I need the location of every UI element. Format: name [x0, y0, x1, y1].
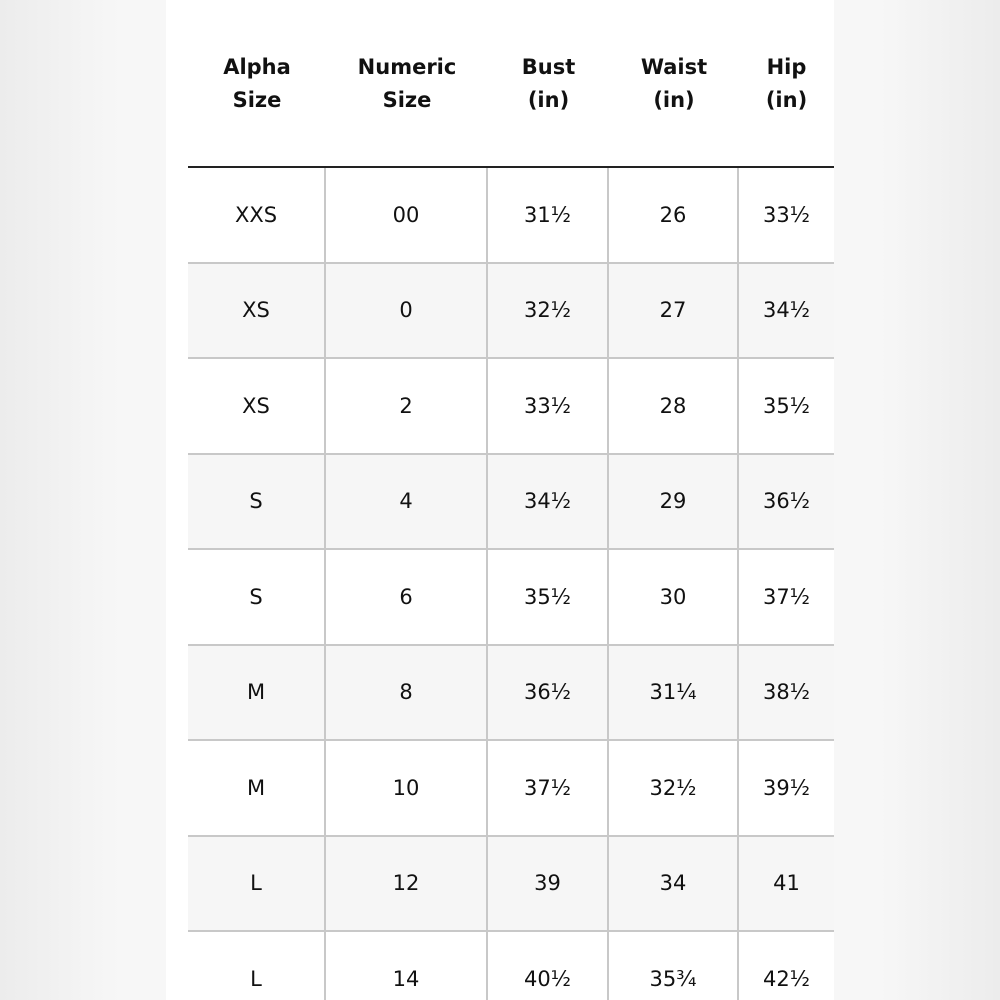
table-row [188, 359, 834, 455]
cell-hip: 41 [773, 871, 800, 896]
cell-numeric-size: 6 [326, 550, 488, 644]
cell-bust: 36½ [488, 646, 609, 740]
cell-waist: 29 [609, 455, 739, 549]
cell-alpha-size: L [188, 837, 326, 931]
table-row [188, 741, 834, 837]
table-row [188, 646, 834, 742]
cell-numeric-size: 12 [326, 837, 488, 931]
table-row [188, 932, 834, 1000]
cell-numeric-size: 0 [326, 264, 488, 358]
cell-bust: 33½ [488, 359, 609, 453]
header-hip: Hip (in) [765, 55, 808, 112]
cell-hip: 42½ [762, 966, 811, 991]
size-chart-table [188, 0, 834, 1000]
cell-numeric-size: 2 [326, 359, 488, 453]
cell-waist: 35¾ [609, 932, 739, 1000]
cell-waist: 31¼ [609, 646, 739, 740]
cell-alpha-size: M [188, 741, 326, 835]
cell-hip: 35½ [762, 393, 811, 418]
table-row [188, 264, 834, 360]
cell-numeric-size: 10 [326, 741, 488, 835]
cell-bust: 35½ [488, 550, 609, 644]
cell-bust: 39 [488, 837, 609, 931]
cell-hip: 33½ [762, 202, 811, 227]
header-alpha-size: Alpha Size [223, 55, 291, 112]
table-row [188, 550, 834, 646]
header-waist: Waist (in) [640, 55, 708, 112]
cell-hip: 34½ [762, 298, 811, 323]
cell-hip: 38½ [762, 680, 811, 705]
cell-numeric-size: 8 [326, 646, 488, 740]
cell-waist: 28 [609, 359, 739, 453]
cell-bust: 37½ [488, 741, 609, 835]
cell-bust: 34½ [488, 455, 609, 549]
cell-bust: 31½ [488, 168, 609, 262]
cell-waist: 26 [609, 168, 739, 262]
cell-alpha-size: XS [188, 264, 326, 358]
cell-waist: 32½ [609, 741, 739, 835]
cell-hip: 36½ [762, 489, 811, 514]
cell-waist: 27 [609, 264, 739, 358]
cell-alpha-size: XS [188, 359, 326, 453]
table-row [188, 837, 834, 933]
size-chart-panel [166, 0, 834, 1000]
cell-bust: 32½ [488, 264, 609, 358]
cell-numeric-size: 00 [326, 168, 488, 262]
cell-waist: 34 [609, 837, 739, 931]
cell-alpha-size: S [188, 550, 326, 644]
cell-alpha-size: XXS [188, 168, 326, 262]
cell-waist: 30 [609, 550, 739, 644]
header-bust: Bust (in) [521, 55, 576, 112]
cell-numeric-size: 14 [326, 932, 488, 1000]
cell-alpha-size: L [188, 932, 326, 1000]
cell-hip: 37½ [762, 584, 811, 609]
cell-hip: 39½ [762, 775, 811, 800]
cell-alpha-size: S [188, 455, 326, 549]
table-row [188, 455, 834, 551]
header-numeric-size: Numeric Size [357, 55, 457, 112]
cell-alpha-size: M [188, 646, 326, 740]
cell-numeric-size: 4 [326, 455, 488, 549]
table-header [188, 0, 834, 168]
table-row [188, 168, 834, 264]
cell-bust: 40½ [488, 932, 609, 1000]
